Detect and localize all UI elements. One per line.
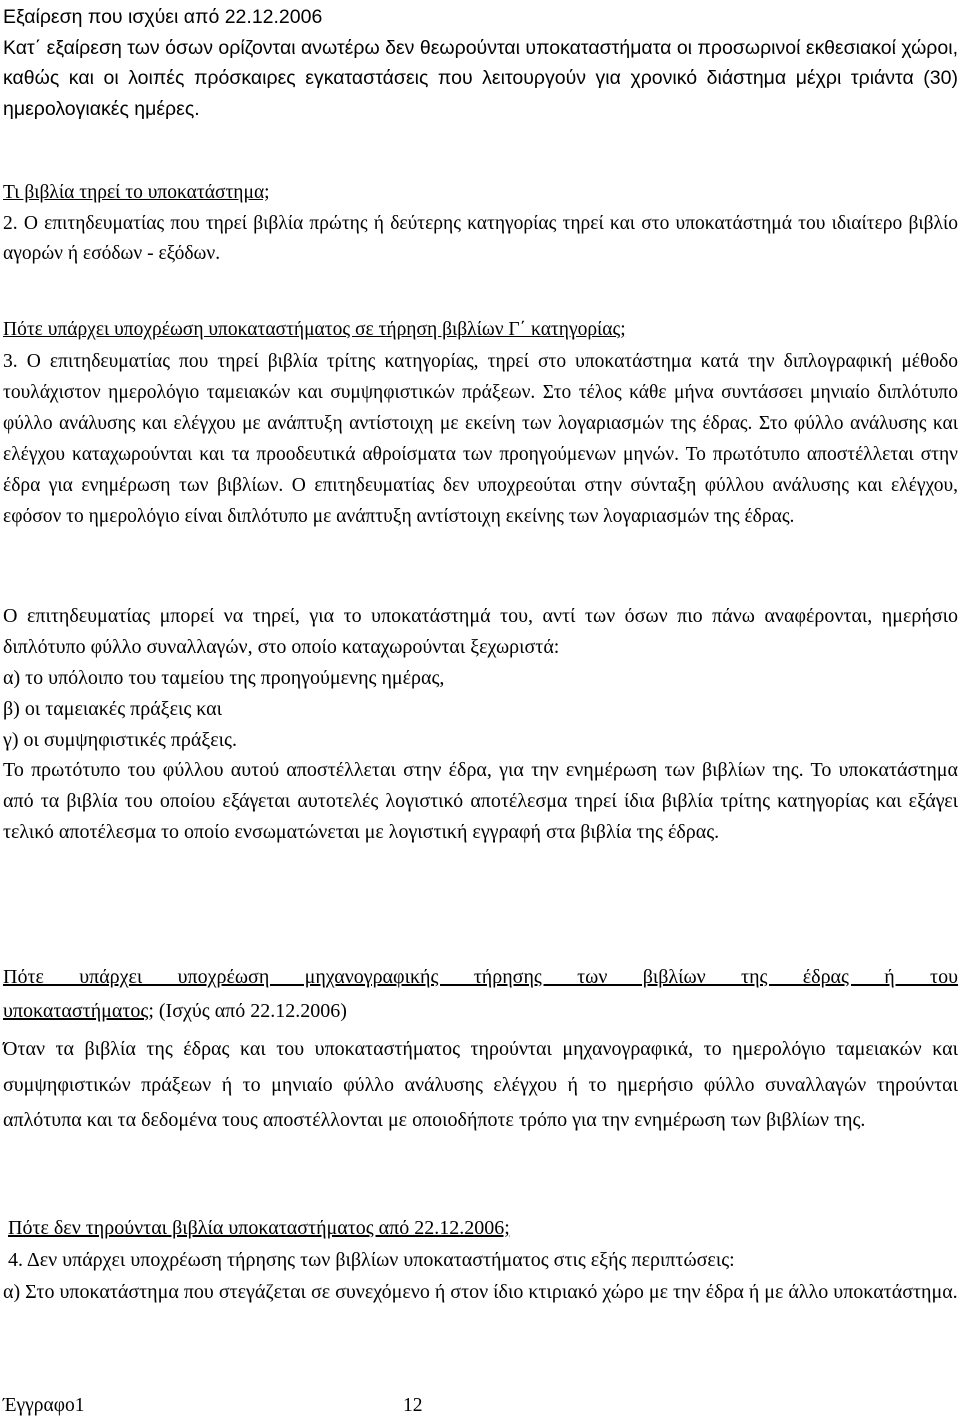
intro-title: Εξαίρεση που ισχύει από 22.12.2006 xyxy=(3,6,323,28)
intro-paragraph: Κατ΄ εξαίρεση των όσων ορίζονται ανωτέρω δεν θεωρούνται υποκαταστήματα οι προσωρινοί εκθεσιακοί χώροι, καθώς και οι λοιπές πρόσκαιρες εγκαταστάσεις που λειτουργούν για χρονικό διάστημα μέχρι τριάντα (30) ημερολογιακές ημέρες. xyxy=(3,36,958,120)
section-3-heading: Πότε υπάρχει υποχρέωση υποκαταστήματος σε τήρηση βιβλίων Γ΄ κατηγορίας; xyxy=(3,319,626,340)
page-footer xyxy=(3,1394,423,1418)
section-mechanographic xyxy=(3,960,958,1139)
section-4-heading: Πότε δεν τηρούνται βιβλία υποκαταστήματος από 22.12.2006; xyxy=(8,1217,510,1239)
intro-section xyxy=(3,2,958,124)
page-number: 12 xyxy=(403,1395,423,1416)
section-mech-heading-underlined: υποκαταστήματος xyxy=(3,1000,149,1022)
footer-doc-name: Έγγραφο1 xyxy=(3,1395,85,1416)
section-4-item: α) Στο υποκατάστημα που στεγάζεται σε συνεχόμενο ή στον ίδιο κτιριακό χώρο με την έδρα ή με άλλο υποκατάστημα. xyxy=(3,1281,958,1303)
section-3-alt-paragraph: Ο επιτηδευματίας μπορεί να τηρεί, για το υποκατάστημά του, αντί των όσων πιο πάνω αναφέρονται, ημερήσιο διπλότυπο φύλλο συναλλαγών, στο οποίο καταχωρούνται ξεχωριστά: xyxy=(3,605,958,658)
section-3-closing-paragraph: Το πρωτότυπο του φύλλου αυτού αποστέλλεται στην έδρα, για την ενημέρωση των βιβλίων της. Το υποκατάστημα από τα βιβλία του οποίου εξάγεται αυτοτελές λογιστικό αποτέλεσμα τηρεί ίδια βιβλία τρίτης κατηγορίας και εξάγει τελικό αποτέλεσμα το οποίο ενσωματώνεται με λογιστική εγγραφή στα βιβλία της έδρας. xyxy=(3,759,958,844)
section-3 xyxy=(3,315,958,532)
section-2 xyxy=(3,178,958,270)
section-3-alternative xyxy=(3,601,958,848)
section-3-paragraph: 3. Ο επιτηδευματίας που τηρεί βιβλία τρίτης κατηγορίας, τηρεί στο υποκατάστημα κατά την διπλογραφική μέθοδο τουλάχιστον ημερολόγιο ταμειακών και συμψηφιστικών πράξεων. Στο τέλος κάθε μήνα συντάσσει μηνιαίο διπλότυπο φύλλο ανάλυσης και ελέγχου με ανάπτυξη αντίστοιχη με εκείνη των λογαριασμών της έδρας. Στο φύλλο ανάλυσης και ελέγχου καταχωρούνται και τα προοδευτικά αθροίσματα των προηγούμενων μηνών. Το πρωτότυπο αποστέλλεται στην έδρα για ενημέρωση των βιβλίων. Ο επιτηδευματίας δεν υποχρεούται στην σύνταξη φύλλου ανάλυσης και ελέγχου, εφόσον το ημερολόγιο είναι διπλότυπο με ανάπτυξη αντίστοιχη εκείνης των λογαριασμών της έδρας. xyxy=(3,350,958,527)
section-2-heading: Τι βιβλία τηρεί το υποκατάστημα; xyxy=(3,182,270,203)
section-2-paragraph: 2. Ο επιτηδευματίας που τηρεί βιβλία πρώτης ή δεύτερης κατηγορίας τηρεί και στο υποκατάστημά του ιδιαίτερο βιβλίο αγορών ή εσόδων - εξόδων. xyxy=(3,212,958,264)
section-4 xyxy=(3,1212,958,1308)
list-item: α) το υπόλοιπο του ταμείου της προηγούμενης ημέρας, xyxy=(3,667,445,689)
section-mech-heading-cont xyxy=(3,994,958,1028)
section-4-line: 4. Δεν υπάρχει υποχρέωση τήρησης των βιβλίων υποκαταστήματος στις εξής περιπτώσεις: xyxy=(8,1249,735,1271)
section-mech-paragraph: Όταν τα βιβλία της έδρας και του υποκαταστήματος τηρούνται μηχανογραφικά, το ημερολόγιο ταμειακών και συμψηφιστικών πράξεων ή το μηνιαίο φύλλο ανάλυσης ελέγχου ή το ημερήσιο φύλλο συναλλαγών τηρούνται απλότυπα και τα δεδομένα τους αποστέλλονται με οποιοδήποτε τρόπο για την ενημέρωση των βιβλίων της. xyxy=(3,1038,958,1131)
list-item: γ) οι συμψηφιστικές πράξεις. xyxy=(3,728,237,751)
list-item: β) οι ταμειακές πράξεις και xyxy=(3,697,223,720)
section-mech-heading: Πότε υπάρχει υποχρέωση μηχανογραφικής τήρησης των βιβλίων της έδρας ή του xyxy=(3,966,958,988)
section-mech-heading-rest: ; (Ισχύς από 22.12.2006) xyxy=(148,1000,347,1022)
